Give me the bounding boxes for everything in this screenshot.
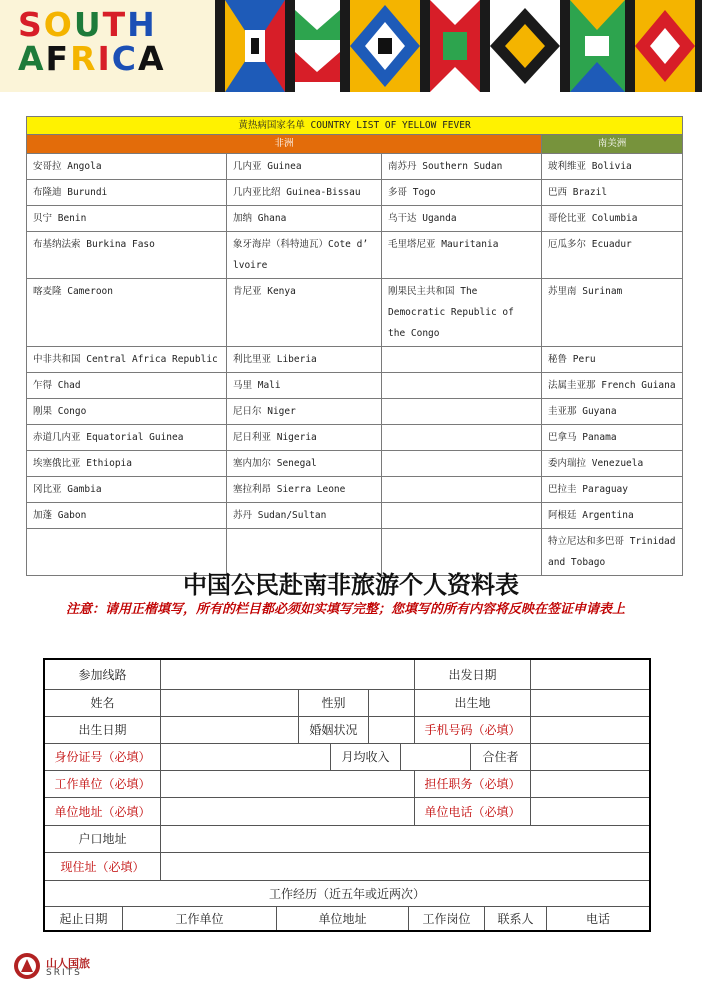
column-header: 联系人 (485, 906, 547, 930)
column-header: 工作岗位 (409, 906, 485, 930)
table-cell (382, 399, 542, 425)
route-field[interactable] (161, 660, 415, 689)
mobile-field[interactable] (531, 716, 649, 743)
ndebele-pattern-decoration (215, 0, 702, 92)
gender-label: 性别 (299, 689, 369, 716)
form-notice: 注意：请用正楷填写，所有的栏目都必须如实填写完整；您填写的所有内容将反映在签证申请表上 (66, 602, 626, 617)
table-cell: 几内亚 Guinea (227, 154, 382, 180)
table-cell (382, 425, 542, 451)
table-row (27, 451, 683, 477)
current-address-field[interactable] (161, 852, 649, 880)
form-row (45, 660, 649, 690)
table-cell: 法属圭亚那 French Guiana (542, 373, 683, 399)
route-label: 参加线路 (45, 660, 161, 689)
table-cell (382, 503, 542, 529)
birth-date-field[interactable] (161, 716, 299, 743)
table-cell: 苏里南 Surinam (542, 279, 683, 347)
footer-logo (13, 952, 123, 982)
mobile-label: 手机号码（必填） (415, 716, 531, 743)
household-address-label: 户口地址 (45, 825, 161, 852)
personal-info-form (43, 658, 651, 932)
table-cell (382, 451, 542, 477)
table-cell (382, 347, 542, 373)
employer-phone-field[interactable] (531, 797, 649, 825)
table-cell: 塞拉利昂 Sierra Leone (227, 477, 382, 503)
table-cell: 特立尼达和多巴哥 Trinidad and Tobago (542, 529, 683, 576)
table-cell: 塞内加尔 Senegal (227, 451, 382, 477)
table-row (27, 154, 683, 180)
table-row (27, 399, 683, 425)
yellow-fever-country-table (26, 116, 683, 576)
employer-address-label: 单位地址（必填） (45, 797, 161, 825)
name-field[interactable] (161, 689, 299, 716)
birth-date-label: 出生日期 (45, 716, 161, 743)
company-name-cn: 山人国旅 (46, 957, 90, 970)
table-row (27, 373, 683, 399)
table-cell: 委内瑞拉 Venezuela (542, 451, 683, 477)
birthplace-label: 出生地 (415, 689, 531, 716)
table-cell: 喀麦隆 Cameroon (27, 279, 227, 347)
header-banner (0, 0, 702, 92)
table-cell: 厄瓜多尔 Ecuadur (542, 232, 683, 279)
monthly-income-field[interactable] (401, 743, 471, 770)
position-label: 担任职务（必填） (415, 770, 531, 797)
table-cell: 埃塞俄比亚 Ethiopia (27, 451, 227, 477)
table-title-row (27, 117, 683, 135)
gender-field[interactable] (369, 689, 415, 716)
work-history-columns-row (45, 906, 649, 930)
table-cell: 阿根廷 Argentina (542, 503, 683, 529)
table-cell: 南苏丹 Southern Sudan (382, 154, 542, 180)
column-header: 电话 (585, 911, 610, 926)
form-title: 中国公民赴南非旅游个人资料表 (183, 570, 519, 599)
form-row (45, 716, 649, 744)
table-cell: 乍得 Chad (27, 373, 227, 399)
table-row (27, 279, 683, 347)
work-history-header-row (45, 880, 649, 907)
south-africa-logo (18, 5, 228, 78)
name-label: 姓名 (45, 689, 161, 716)
table-row (27, 477, 683, 503)
table-cell: 刚果 Congo (27, 399, 227, 425)
employer-phone-label: 单位电话（必填） (415, 797, 531, 825)
id-number-field[interactable] (161, 743, 331, 770)
cohabitant-label: 合住者 (471, 743, 531, 770)
table-row (27, 232, 683, 279)
table-cell: 赤道几内亚 Equatorial Guinea (27, 425, 227, 451)
table-cell: 尼日尔 Niger (227, 399, 382, 425)
departure-date-field[interactable] (531, 660, 649, 689)
marital-status-field[interactable] (369, 716, 415, 743)
household-address-field[interactable] (161, 825, 649, 852)
table-cell: 毛里塔尼亚 Mauritania (382, 232, 542, 279)
employer-field[interactable] (161, 770, 415, 797)
form-row (45, 743, 649, 771)
work-history-label: 工作经历（近五年或近两次） (268, 886, 425, 901)
table-cell: 乌干达 Uganda (382, 206, 542, 232)
table-cell: 苏丹 Sudan/Sultan (227, 503, 382, 529)
column-header: 起止日期 (45, 906, 123, 930)
table-cell: 加蓬 Gabon (27, 503, 227, 529)
table-cell: 肯尼亚 Kenya (227, 279, 382, 347)
employer-label: 工作单位（必填） (45, 770, 161, 797)
company-seal-icon (13, 952, 41, 980)
table-cell: 中非共和国 Central Africa Republic (27, 347, 227, 373)
table-cell: 象牙海岸（科特迪瓦）Cote d’ lvoire (227, 232, 382, 279)
monthly-income-label: 月均收入 (331, 743, 401, 770)
marital-status-label: 婚姻状况 (299, 716, 369, 743)
table-cell: 玻利维亚 Bolivia (542, 154, 683, 180)
logo-line-africa: AFRICA (18, 39, 166, 78)
table-cell: 冈比亚 Gambia (27, 477, 227, 503)
logo-line-south: SOUTH (18, 5, 157, 44)
table-cell: 贝宁 Benin (27, 206, 227, 232)
table-cell: 加纳 Ghana (227, 206, 382, 232)
region-africa: 非洲 (27, 135, 542, 154)
form-row (45, 770, 649, 798)
table-cell (382, 373, 542, 399)
table-cell: 尼日利亚 Nigeria (227, 425, 382, 451)
table-cell: 马里 Mali (227, 373, 382, 399)
current-address-label: 现住址（必填） (45, 852, 161, 880)
table-region-row (27, 135, 683, 154)
table-cell: 利比里亚 Liberia (227, 347, 382, 373)
form-row (45, 852, 649, 881)
table-title: 黄热病国家名单 COUNTRY LIST OF YELLOW FEVER (27, 117, 683, 135)
table-cell: 巴拉圭 Paraguay (542, 477, 683, 503)
id-number-label: 身份证号（必填） (45, 743, 161, 770)
employer-address-field[interactable] (161, 797, 415, 825)
departure-date-label: 出发日期 (415, 660, 531, 689)
table-row (27, 180, 683, 206)
table-cell: 安哥拉 Angola (27, 154, 227, 180)
table-cell: 哥伦比亚 Columbia (542, 206, 683, 232)
table-cell: 巴拿马 Panama (542, 425, 683, 451)
table-row (27, 347, 683, 373)
table-cell (382, 477, 542, 503)
cohabitant-field[interactable] (531, 743, 649, 770)
company-name-en: SRITS (46, 968, 82, 978)
form-row (45, 689, 649, 717)
table-row (27, 503, 683, 529)
table-row (27, 425, 683, 451)
column-header: 单位地址 (277, 906, 409, 930)
table-cell: 刚果民主共和国 The Democratic Republic of the Congo (382, 279, 542, 347)
form-row (45, 825, 649, 853)
table-cell: 秘鲁 Peru (542, 347, 683, 373)
column-header: 工作单位 (123, 906, 277, 930)
table-row (27, 206, 683, 232)
table-cell: 多哥 Togo (382, 180, 542, 206)
position-field[interactable] (531, 770, 649, 797)
table-cell: 几内亚比绍 Guinea-Bissau (227, 180, 382, 206)
table-cell: 布基纳法索 Burkina Faso (27, 232, 227, 279)
form-row (45, 797, 649, 826)
table-cell: 布隆迪 Burundi (27, 180, 227, 206)
region-south-america: 南美洲 (542, 135, 683, 154)
birthplace-field[interactable] (531, 689, 649, 716)
table-cell: 巴西 Brazil (542, 180, 683, 206)
table-cell: 圭亚那 Guyana (542, 399, 683, 425)
